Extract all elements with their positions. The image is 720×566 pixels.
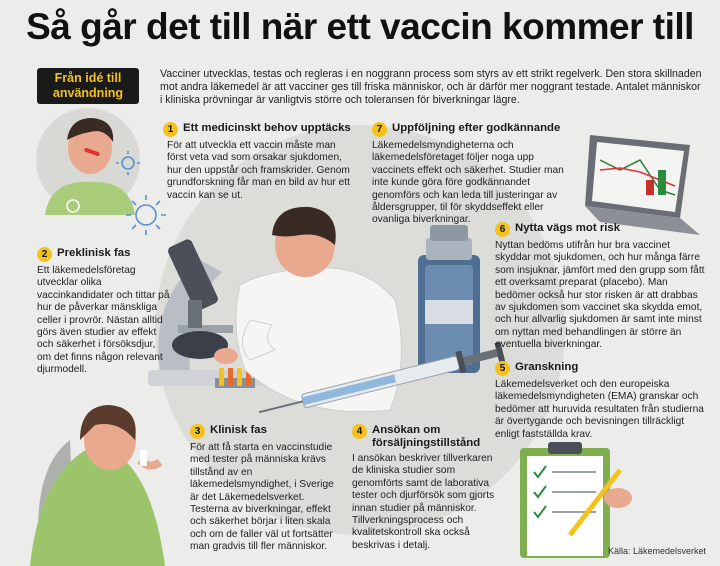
step-2 — [37, 247, 170, 377]
step-title: Uppföljning efter godkännande — [392, 122, 561, 134]
step-text: I ansökan beskriver tillverkaren de kliniska studier som genomförts samt de laborativa tester och djurförsök som gjorts innan studier på människor. Tillverkningsprocess och kvalitetskontroll ska också beskrivas i detalj. — [352, 453, 495, 551]
step-number: 7 — [372, 122, 387, 137]
step-1 — [163, 122, 353, 202]
step-number: 1 — [163, 122, 178, 137]
laptop-illustration — [585, 135, 700, 235]
step-title: Klinisk fas — [210, 424, 267, 436]
step-number: 3 — [190, 424, 205, 439]
step-title: Nytta vägs mot risk — [515, 222, 621, 234]
page-title: Så går det till när ett vaccin kommer till — [26, 6, 694, 47]
intro-text: Vacciner utvecklas, testas och regleras i en noggrann process som styrs av ett strikt regelverk. Den stora skillnaden mot andra läkemedel är att vacciner ges till friska människor, och är därför mer noggrant testade. Antalet människor i kliniska prövningar är vanligtvis större och toleransen för biverkningar lägre. — [160, 68, 702, 107]
step-title: Granskning — [515, 361, 579, 373]
clipboard-illustration — [520, 442, 632, 558]
step-text: Ett läkemedelsföretag utvecklar olika vaccinkandidater och tittar på hur de påverkar mänskliga celler i provrör. Nästan alltid görs även studier av effekt och säkerhet i försöksdjur, om det finns någon relevant djurmodell. — [37, 265, 170, 376]
step-text: Läkemedelsmyndigheterna och läkemedelsföretaget följer noga upp vaccinets effekt och säkerhet. Studier man inte kunde göra före godkännandet genomförs och kan leda till justeringar av åldersgrupper, til för skyddseffekt eller ovanliga biverkningar. — [372, 140, 564, 226]
step-title: Ett medicinskt behov upptäcks — [183, 122, 351, 134]
step-title: Ansökan om försäljningstillstånd — [372, 424, 481, 449]
nasal-spray-woman-illustration — [30, 405, 165, 566]
step-text: Läkemedelsverket och den europeiska läkemedelsmyndigheten (EMA) granskar och bedömer att huruvida resultaten från studierna är övertygande och bevisningen tillräckligt enligt fastställda krav. — [495, 379, 704, 440]
step-5 — [495, 361, 707, 441]
step-text: Nyttan bedöms utifrån hur bra vaccinet skyddar mot sjukdomen, och hur många färre som insjuknar, jämfört med den grupp som fått ett overksamt preparat (placebo). Man bedömer också hur stor risken är att drabbas av sjukdomen som vaccinet ska skydda emot, och hur allvarlig sjukdomen är samt inte minst om nyttan med behandlingen är större än eventuella biverkningar. — [495, 240, 705, 351]
step-text: För att få starta en vaccinstudie med tester på människa krävs tillstånd av en läkemedelsmyndighet, i Sverige är det Läkemedelsverket. Testerna av biverkningar, effekt och säkerhet börjar i liten skala och om de faller väl ut fortsätter man gradvis till fler människor. — [190, 442, 334, 553]
step-number: 5 — [495, 361, 510, 376]
step-text: För att utveckla ett vaccin måste man först veta vad som orsakar sjukdomen, hur den uppstår och framskrider. Genom grundforskning får man en bild av hur ett vaccin kan se ut. — [167, 140, 350, 201]
step-number: 2 — [37, 247, 52, 262]
intro-badge: Från idé till användning — [37, 68, 139, 104]
source-credit: Källa: Läkemedelsverket — [607, 546, 706, 556]
step-6 — [495, 222, 707, 352]
step-title: Preklinisk fas — [57, 247, 131, 259]
step-number: 4 — [352, 424, 367, 439]
step-number: 6 — [495, 222, 510, 237]
vaccine-vial-illustration — [418, 225, 480, 373]
step-3 — [190, 424, 340, 554]
step-4 — [352, 424, 500, 552]
step-7 — [372, 122, 567, 227]
sick-child-illustration — [36, 108, 140, 215]
